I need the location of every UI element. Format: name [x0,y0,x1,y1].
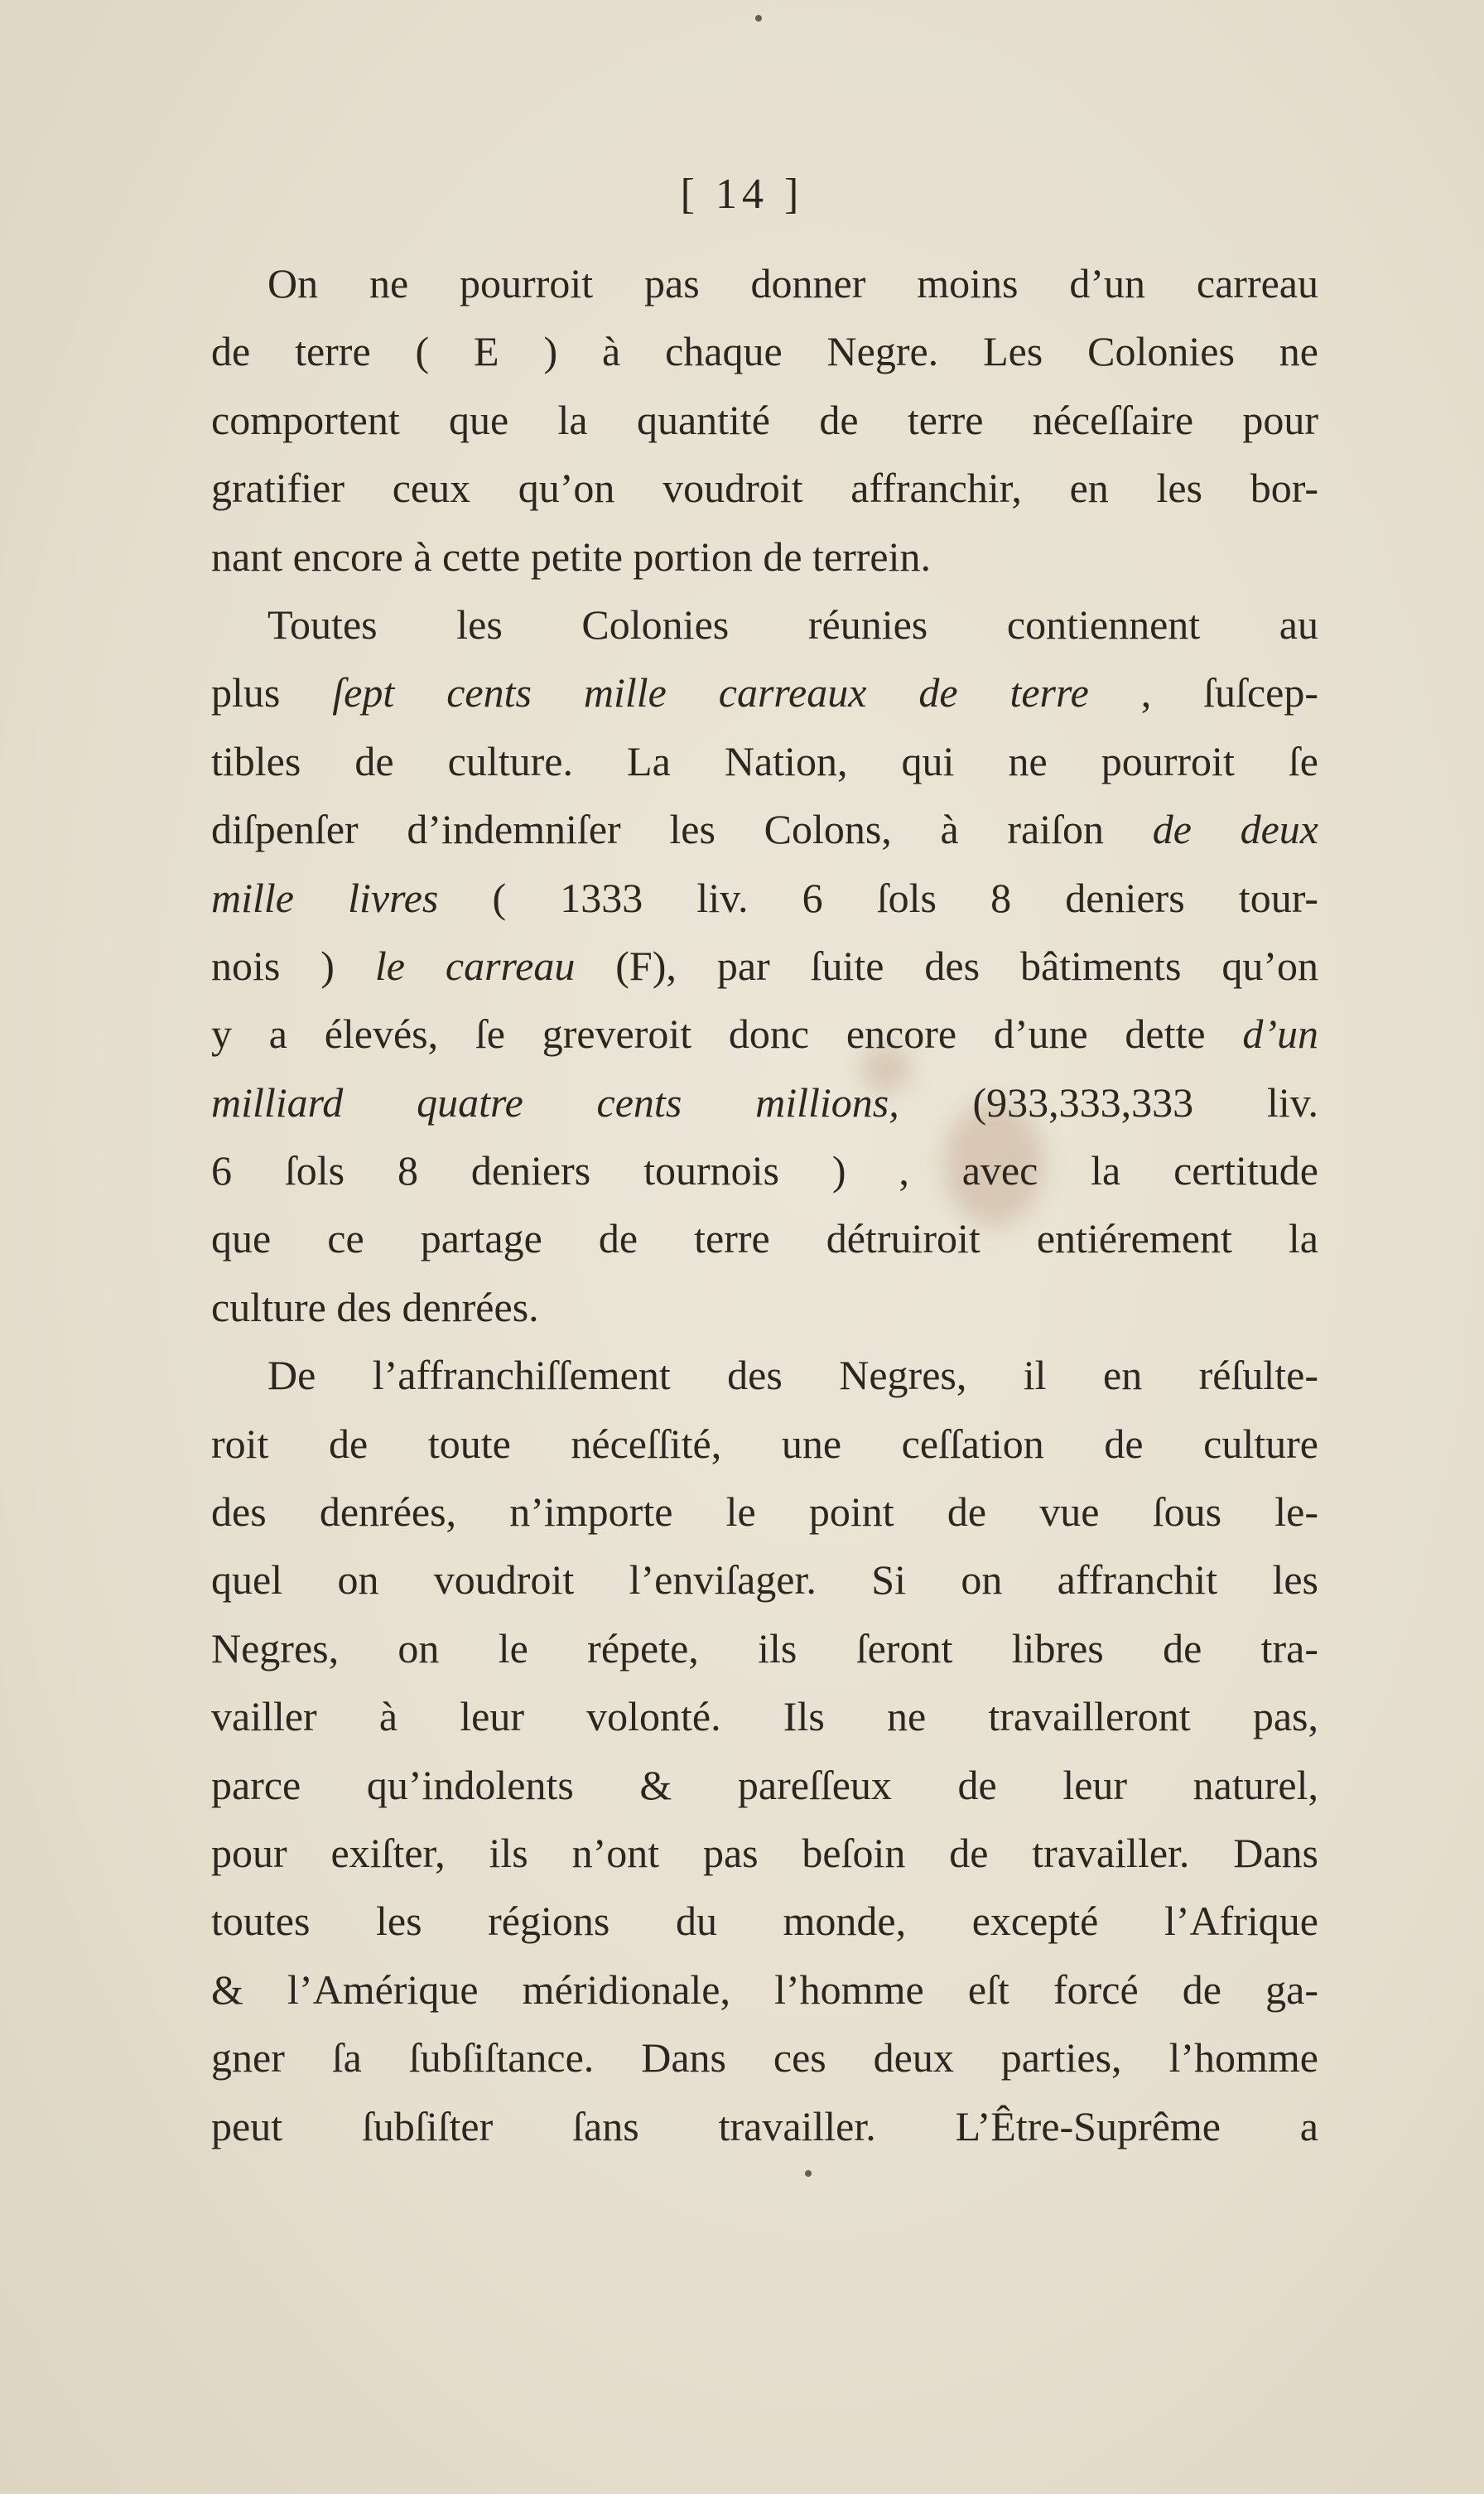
paper-speck [755,15,762,22]
text-segment: Toutes les Colonies réunies contiennent au [267,601,1318,648]
text-segment: tibles de culture. La Nation, qui ne pourroit ſe [211,737,1318,784]
italic-text: de deux [1152,806,1318,853]
text-line [211,249,1318,317]
page-body-text [211,249,1318,2160]
text-segment: des denrées, n’importe le point de vue ſous le- [211,1488,1318,1536]
text-line [211,591,1318,658]
text-line [211,1069,1318,1136]
text-segment: Negres, on le répete, ils ſeront libres de tra- [211,1624,1318,1672]
text-segment: (F), par ſuite des bâtiments qu’on [575,942,1318,989]
text-line [211,1956,1318,2024]
text-segment: parce qu’indolents & pareſſeux de leur naturel, [211,1761,1318,1808]
text-line [211,454,1318,522]
text-line [211,2024,1318,2091]
text-segment: toutes les régions du monde, excepté l’Afrique [211,1898,1318,1945]
text-segment: diſpenſer d’indemniſer les Colons, à raiſon [211,806,1153,853]
text-segment: que ce partage de terre détruiroit entiérement la [211,1215,1318,1262]
text-line [211,658,1318,726]
text-segment: pour exiſter, ils n’ont pas beſoin de travailler. Dans [211,1829,1318,1876]
text-line [211,864,1318,932]
text-segment: nant encore à cette petite portion de terrein. [211,533,932,580]
text-line [211,1614,1318,1682]
text-line [211,1410,1318,1478]
text-line [211,1682,1318,1750]
text-line [211,1136,1318,1204]
paper-speck [805,2170,812,2177]
text-line [211,727,1318,795]
text-segment: quel on voudroit l’enviſager. Si on affranchit les [211,1556,1318,1604]
text-segment: (933,333,333 liv. [899,1078,1318,1126]
text-line [211,2092,1318,2160]
text-segment: ( 1333 liv. 6 ſols 8 deniers tour- [438,874,1318,921]
text-line [211,386,1318,454]
text-segment: peut ſubſiſter ſans travailler. L’Être-Suprême a [211,2102,1318,2149]
text-line [211,317,1318,385]
text-line [211,1273,1318,1341]
text-line [211,795,1318,863]
text-segment: On ne pourroit pas donner moins d’un carreau [267,260,1318,306]
text-line [211,1751,1318,1819]
italic-text: d’un [1242,1011,1318,1058]
text-segment: y a élevés, ſe greveroit donc encore d’une dette [211,1011,1243,1058]
text-segment: 6 ſols 8 deniers tournois ) , avec la certitude [211,1147,1318,1194]
italic-text: le carreau [374,942,576,989]
text-line [211,1819,1318,1887]
text-line [211,1000,1318,1068]
italic-text: mille livres [211,874,439,921]
text-segment: roit de toute néceſſité, une ceſſation de culture [211,1420,1318,1467]
text-segment: culture des denrées. [211,1283,539,1330]
text-segment: gratifier ceux qu’on voudroit affranchir, en les bor- [211,465,1318,512]
text-line [211,1478,1318,1546]
text-line [211,1546,1318,1614]
page-number: [ 14 ] [680,171,804,218]
italic-text: milliard quatre cents millions, [211,1078,899,1126]
italic-text: ſept cents mille carreaux de terre [332,669,1089,716]
text-segment: nois ) [211,942,375,989]
text-segment: & l’Amérique méridionale, l’homme eſt forcé de ga- [211,1966,1318,2013]
text-line [211,1204,1318,1272]
text-segment: vailler à leur volonté. Ils ne travailleront pas, [211,1693,1318,1740]
text-line [211,523,1318,591]
text-segment: gner ſa ſubſiſtance. Dans ces deux parties, l’homme [211,2034,1318,2082]
text-segment: De l’affranchiſſement des Negres, il en réſulte- [267,1352,1318,1399]
text-segment: comportent que la quantité de terre néceſſaire pour [211,396,1318,443]
text-line [211,1341,1318,1409]
text-segment: de terre ( E ) à chaque Negre. Les Colonies ne [211,328,1318,375]
text-line [211,932,1318,1000]
text-segment: plus [211,669,333,716]
text-segment: , ſuſcep- [1088,669,1318,716]
text-line [211,1887,1318,1955]
